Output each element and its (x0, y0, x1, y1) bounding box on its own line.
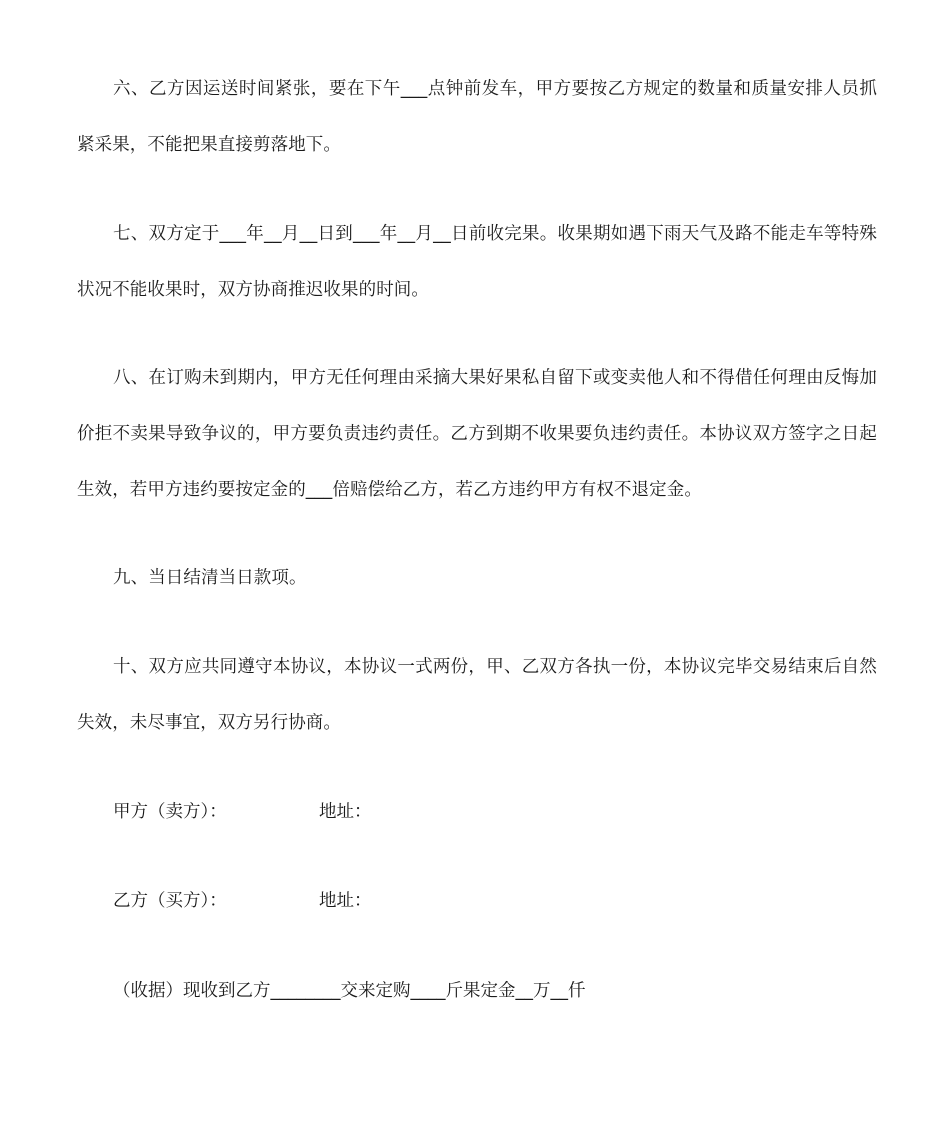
clause-seven: 七、双方定于___年__月__日到___年__月__日前收完果。收果期如遇下雨天气及路不能走车等特殊状况不能收果时，双方协商推迟收果的时间。 (77, 224, 877, 300)
party-a-address-label: 地址： (319, 802, 372, 822)
party-b-label: 乙方（买方）： (113, 891, 227, 911)
clause-ten: 十、双方应共同遵守本协议，本协议一式两份，甲、乙双方各执一份，本协议完毕交易结束后自然失效，未尽事宜，双方另行协商。 (77, 657, 877, 733)
party-a-label: 甲方（卖方）： (113, 802, 227, 822)
clause-eight: 八、在订购未到期内，甲方无任何理由采摘大果好果私自留下或变卖他人和不得借任何理由反悔加价拒不卖果导致争议的，甲方要负责违约责任。乙方到期不收果要负违约责任。本协议双方签字之日起生效，若甲方违约要按定金的___倍赔偿给乙方，若乙方违约甲方有权不退定金。 (77, 368, 877, 500)
clause-nine: 九、当日结清当日款项。 (113, 568, 307, 588)
receipt-line: （收据）现收到乙方________交来定购____斤果定金__万__仟 (113, 981, 586, 1001)
clause-six: 六、乙方因运送时间紧张，要在下午___点钟前发车，甲方要按乙方规定的数量和质量安排人员抓紧采果，不能把果直接剪落地下。 (77, 79, 877, 155)
party-b-address-label: 地址： (319, 891, 372, 911)
